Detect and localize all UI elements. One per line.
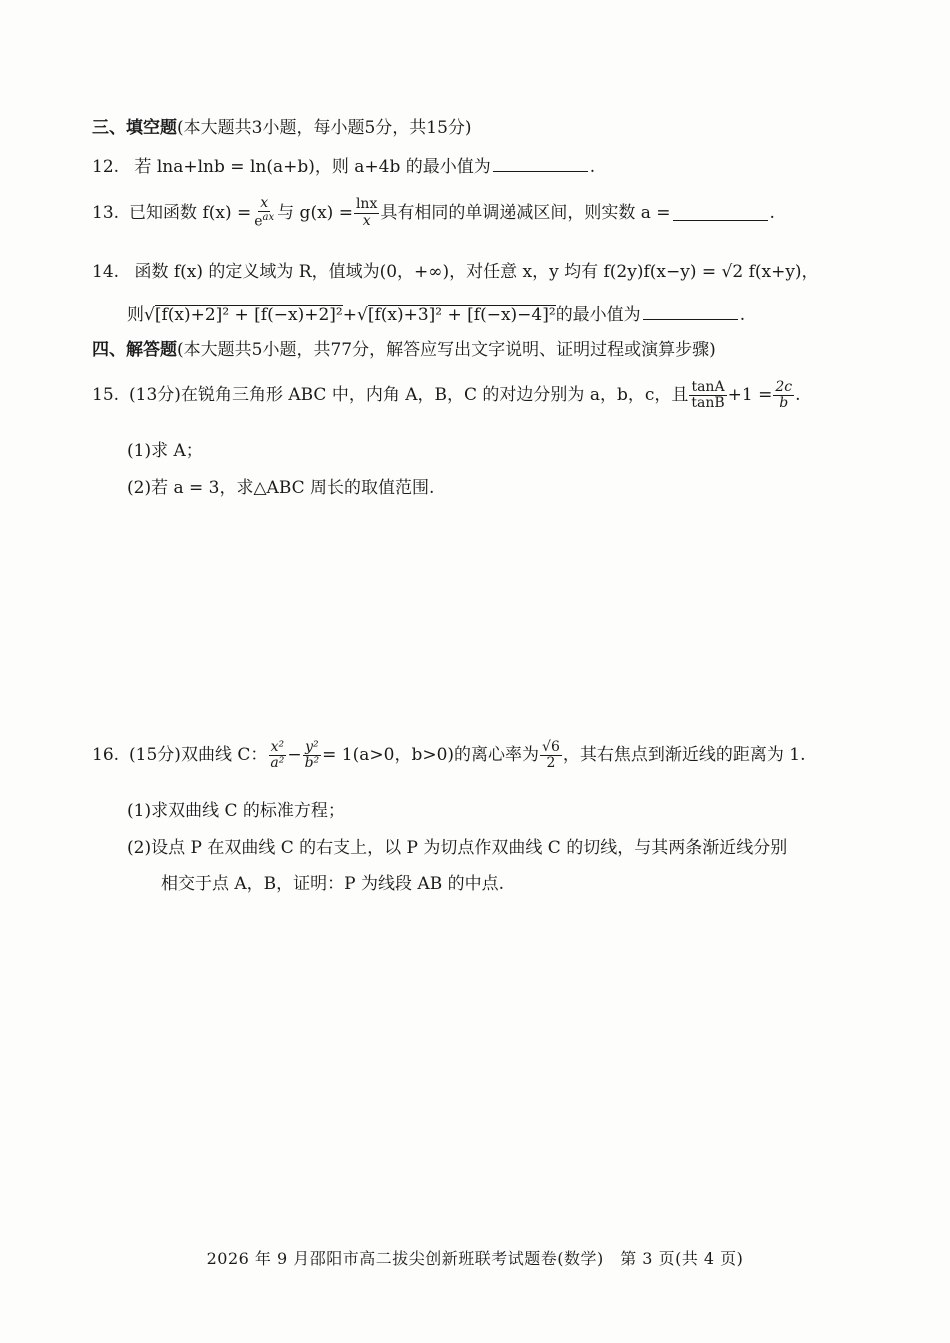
question-12	[92, 157, 595, 176]
question-15-part-1: (1)求 A；	[127, 441, 203, 461]
question-16-part-2-line-1: (2)设点 P 在双曲线 C 的右支上，以 P 为切点作双曲线 C 的切线，与其两条渐近线分别	[127, 838, 788, 858]
question-13-mid: 与 g(x) =	[277, 202, 353, 223]
answer-blank-12[interactable]	[493, 157, 588, 172]
question-14-line-1	[92, 264, 819, 281]
question-15	[92, 380, 801, 412]
question-16-part-2-line-2: 相交于点 A，B，证明：P 为线段 AB 的中点.	[161, 874, 504, 894]
sqrt-expression-2: [f(x)+3]² + [f(−x)−4]²	[367, 305, 556, 325]
sqrt-symbol-2: √	[356, 305, 368, 325]
question-15-text: (13分)在锐角三角形 ABC 中，内角 A，B，C 的对边分别为 a，b，c，且	[129, 385, 689, 406]
question-15-end: .	[795, 385, 801, 406]
question-16-number: 16.	[92, 745, 120, 766]
fraction-g-numerator: lnx	[355, 196, 378, 213]
question-12-end: .	[589, 157, 596, 177]
fraction-2c-over-b	[773, 380, 794, 412]
fraction-tan-denominator: tanB	[691, 395, 725, 412]
question-16	[92, 740, 805, 772]
fraction-g-of-x	[354, 197, 379, 229]
fraction-x-squared	[268, 740, 286, 772]
section-4-note: (本大题共5小题，共77分，解答应写出文字说明、证明过程或演算步骤)	[177, 340, 716, 360]
section-3-note: (本大题共3小题，每小题5分，共15分)	[177, 118, 472, 138]
fraction-f-of-x	[252, 196, 276, 230]
question-15-plus-one: +1 =	[727, 385, 773, 406]
question-14-plus: +	[342, 305, 357, 325]
question-14-end: .	[739, 305, 746, 325]
question-12-text: 若 lna+lnb = ln(a+b)，则 a+4b 的最小值为	[134, 157, 491, 177]
fraction-eccentricity	[540, 740, 562, 772]
question-16-prefix: (15分)双曲线 C：	[129, 745, 268, 766]
section-3-title: 三、填空题	[92, 118, 177, 138]
section-3-header	[92, 120, 472, 137]
sqrt-symbol-1: √	[144, 305, 155, 325]
question-13-prefix: 已知函数 f(x) =	[129, 202, 252, 223]
section-4-header	[92, 342, 716, 359]
fraction-f-exponent: ax	[262, 212, 275, 224]
question-16-suffix: ，其右焦点到渐近线的距离为 1.	[562, 745, 806, 766]
answer-blank-14[interactable]	[643, 305, 738, 320]
question-13-end: .	[769, 202, 775, 223]
fraction-f-denominator: e	[254, 214, 263, 231]
fraction-x-numerator: x²	[270, 739, 285, 755]
question-14-prefix: 则	[127, 305, 144, 325]
question-14-text: 函数 f(x) 的定义域为 R，值域为(0，+∞)，对任意 x，y 均有 f(2y)f(x−y) = √2 f(x+y)，	[134, 262, 819, 282]
question-14-suffix: 的最小值为	[555, 305, 641, 325]
sqrt-expression-1: [f(x)+2]² + [f(−x)+2]²	[154, 305, 343, 325]
fraction-eccentricity-denominator: 2	[546, 755, 556, 772]
question-12-number: 12.	[92, 157, 120, 177]
fraction-2c-numerator: 2c	[775, 379, 793, 395]
fraction-y-squared	[303, 740, 322, 772]
fraction-tan-numerator: tanA	[691, 379, 725, 395]
fraction-y-numerator: y²	[305, 739, 319, 755]
question-13	[92, 196, 775, 230]
answer-blank-13[interactable]	[673, 206, 768, 221]
fraction-y-denominator: b²	[304, 755, 320, 772]
section-4-title: 四、解答题	[92, 340, 177, 360]
question-14-line-2	[127, 305, 745, 324]
question-15-part-2: (2)若 a = 3，求△ABC 周长的取值范围.	[127, 478, 435, 498]
fraction-tan-ratio	[689, 380, 726, 412]
fraction-eccentricity-numerator: √6	[542, 739, 560, 755]
question-13-suffix: 具有相同的单调递减区间，则实数 a =	[380, 202, 671, 223]
fraction-f-numerator: x	[260, 195, 269, 211]
fraction-g-denominator: x	[362, 212, 371, 229]
question-15-number: 15.	[92, 385, 120, 406]
question-13-number: 13.	[92, 202, 120, 223]
question-16-minus: −	[287, 745, 302, 766]
page-footer: 2026 年 9 月邵阳市高二拔尖创新班联考试题卷(数学) 第 3 页(共 4 页)	[206, 1249, 744, 1268]
fraction-x-denominator: a²	[270, 755, 285, 772]
question-14-number: 14.	[92, 262, 120, 282]
fraction-2c-denominator: b	[779, 395, 789, 412]
question-16-part-1: (1)求双曲线 C 的标准方程；	[127, 801, 345, 821]
question-16-condition: = 1(a>0，b>0)的离心率为	[322, 745, 540, 766]
